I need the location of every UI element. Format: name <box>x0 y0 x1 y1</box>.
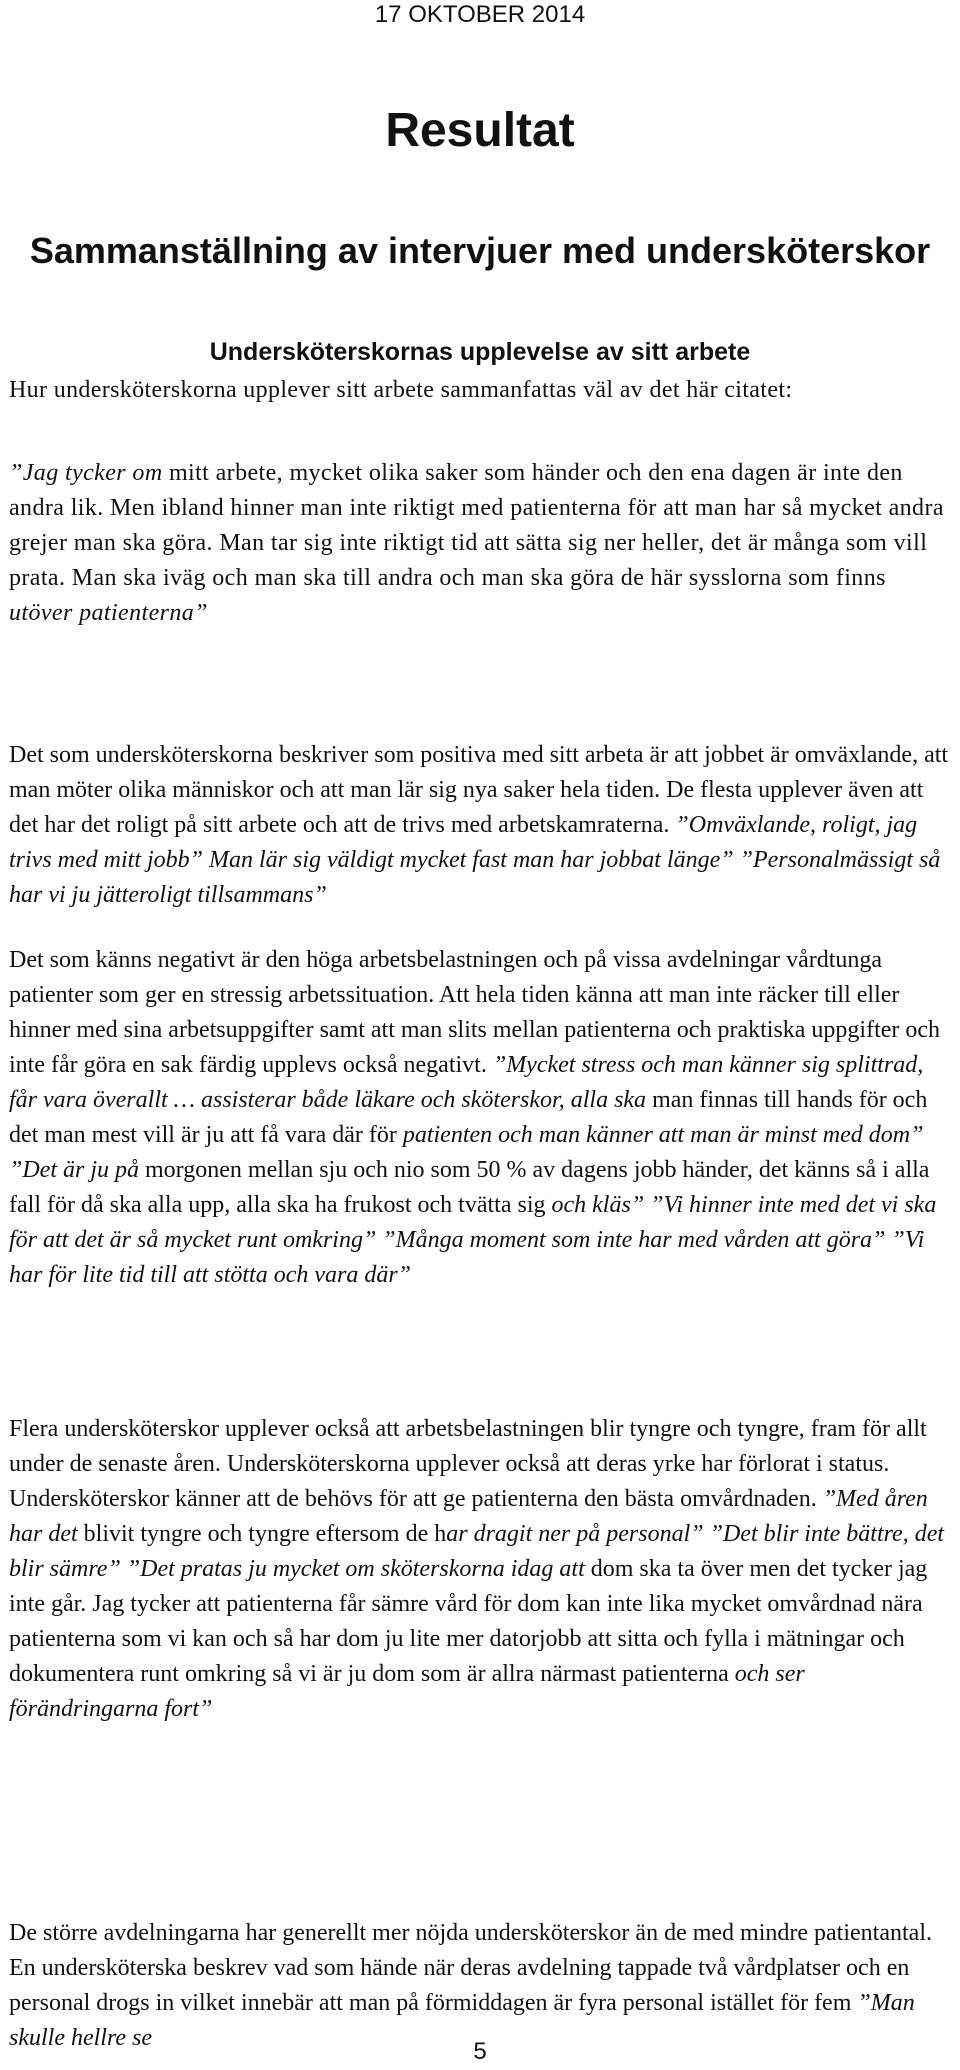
quote-italic: ”Man skulle hellre se <box>9 1990 915 2051</box>
quote-italic: och ser förändringarna fort” <box>9 1661 805 1722</box>
page-title: Resultat <box>385 104 575 157</box>
negative-paragraph: Det som känns negativt är den höga arbetsbelastningen och på vissa avdelningar vårdtunga patienter som ger en stressig arbetssituation. Att hela tiden känna att man inte räcker till eller hinner med sina arbetsuppgifter samt att man slits mellan patienterna och praktiska uppgifter och inte får göra en sak färdig upplevs också negativt. ”Mycket stress och man känner sig splittrad, får vara överallt … assisterar både läkare och sköterskor, alla ska man finnas till hands för och det man mest vill är ju att få vara där för patienten och man känner att man är minst med dom” ”Det är ju på morgonen mellan sju och nio som 50 % av dagens jobb händer, det känns så i alla fall för då ska alla upp, alla ska ha frukost och tvätta sig och kläs” ”Vi hinner inte med det vi ska för att det är så mycket runt omkring” ”Många moment som inte har med vården att göra” ”Vi har för lite tid till att stötta och vara där” <box>9 947 941 1288</box>
quote-italic: utöver patienterna” <box>9 600 208 626</box>
quote-italic: ar dragit ner på personal” ”Det blir inte bättre, det blir sämre” ”Det pratas ju mycket om sköterskorna idag att <box>9 1521 945 1582</box>
section-heading: Undersköterskornas upplevelse av sitt arbete <box>209 338 751 366</box>
quote-italic: ”Jag tycker om <box>9 460 163 486</box>
quote-italic: ”Mycket stress och man känner sig splittrad, får vara överallt … assisterar både läkare och sköterskor, alla ska <box>9 1052 924 1113</box>
quote-italic: ”Omväxlande, roligt, jag trivs med mitt jobb” Man lär sig väldigt mycket fast man har jobbat länge” ”Personalmässigt så har vi ju jätteroligt tillsammans” <box>9 812 941 908</box>
page-date: 17 OKTOBER 2014 <box>374 1 586 28</box>
page-number: 5 <box>473 2038 487 2065</box>
quote-italic: och kläs” ”Vi hinner inte med det vi ska för att det är så mycket runt omkring” ”Många moment som inte har med vården att göra” ”Vi har för lite tid till att stötta och vara där” <box>9 1192 937 1288</box>
quote-italic: ”Med åren har det <box>9 1486 928 1547</box>
positive-paragraph: Det som undersköterskorna beskriver som positiva med sitt arbeta är att jobbet är omväxlande, att man möter olika människor och att man lär sig nya saker hela tiden. De flesta upplever även att det har det roligt på sitt arbete och att de trivs med arbetskamraterna. ”Omväxlande, roligt, jag trivs med mitt jobb” Man lär sig väldigt mycket fast man har jobbat länge” ”Personalmässigt så har vi ju jätteroligt tillsammans” <box>9 742 949 908</box>
ward-size-paragraph: De större avdelningarna har generellt mer nöjda undersköterskor än de med mindre patientantal. En undersköterska beskrev vad som hände när deras avdelning tappade två vårdplatser och en personal drogs in vilket innebär att man på förmiddagen är fyra personal istället för fem ”Man skulle hellre se <box>9 1920 932 2051</box>
subtitle: Sammanställning av intervjuer med undersköterskor <box>29 230 931 271</box>
quote-italic: patienten och man känner att man är minst med dom” ”Det är ju på <box>9 1122 924 1183</box>
interview-quote: ”Jag tycker om mitt arbete, mycket olika saker som händer och den ena dagen är inte den andra lik. Men ibland hinner man inte riktigt med patienterna för att man har så mycket andra grejer man ska göra. Man tar sig inte riktigt tid att sätta sig ner heller, det är många som vill prata. Man ska iväg och man ska till andra och man ska göra de här sysslorna som finns utöver patienterna” <box>9 460 944 626</box>
workload-paragraph: Flera undersköterskor upplever också att arbetsbelastningen blir tyngre och tyngre, fram för allt under de senaste åren. Undersköterskorna upplever också att deras yrke har förlorat i status. Undersköterskor känner att de behövs för att ge patienterna den bästa omvårdnaden. ”Med åren har det blivit tyngre och tyngre eftersom de har dragit ner på personal” ”Det blir inte bättre, det blir sämre” ”Det pratas ju mycket om sköterskorna idag att dom ska ta över men det tycker jag inte går. Jag tycker att patienterna får sämre vård för dom kan inte lika mycket omvårdnad nära patienterna som vi kan och så har dom ju lite mer datorjobb att sitta och fylla i mätningar och dokumentera runt omkring så vi är ju dom som är allra närmast patienterna och ser förändringarna fort” <box>9 1416 945 1722</box>
intro-paragraph: Hur undersköterskorna upplever sitt arbete sammanfattas väl av det här citatet: <box>9 377 793 403</box>
